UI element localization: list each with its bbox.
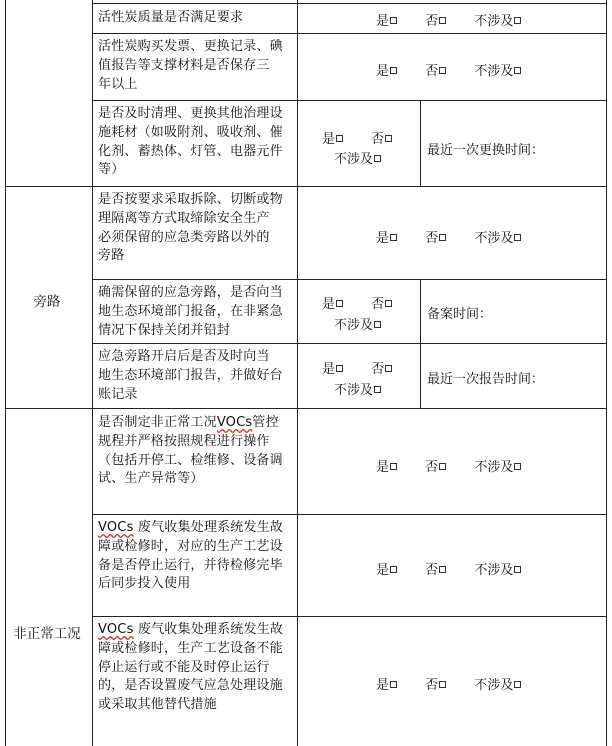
option-not-applicable[interactable] xyxy=(334,148,381,167)
option-yes-label: 是 xyxy=(376,563,390,578)
option-not-applicable[interactable] xyxy=(474,456,521,475)
last-report-time-label: 最近一次报告时间： xyxy=(427,372,545,387)
option-no[interactable] xyxy=(425,60,446,79)
checkbox-icon[interactable] xyxy=(336,135,343,142)
option-na-label: 不涉及 xyxy=(474,460,514,475)
last-replacement-time-label: 最近一次更换时间： xyxy=(427,143,545,158)
category-abnormal-conditions: 非正常工况 xyxy=(13,626,81,642)
check-item-text: 是否及时清理、更换其他治理设 施耗材（如吸附剂、吸收剂、催 化剂、蓄热体、灯管、电器元件 等） xyxy=(98,106,283,178)
checkbox-icon[interactable] xyxy=(390,17,397,24)
row-divider xyxy=(5,186,607,187)
checkbox-icon[interactable] xyxy=(514,681,521,688)
checkbox-icon[interactable] xyxy=(514,463,521,470)
category-bypass: 旁路 xyxy=(33,294,61,310)
option-yes[interactable] xyxy=(376,674,397,693)
checkbox-icon[interactable] xyxy=(385,135,392,142)
check-item-text xyxy=(98,621,295,715)
option-not-applicable[interactable] xyxy=(474,559,521,578)
table-border-top xyxy=(92,3,607,4)
option-no-label: 否 xyxy=(425,460,439,475)
option-no[interactable] xyxy=(425,559,446,578)
checkbox-icon[interactable] xyxy=(439,566,446,573)
option-yes[interactable] xyxy=(322,128,343,147)
table-border-right xyxy=(606,0,607,746)
checkbox-icon[interactable] xyxy=(514,67,521,74)
option-yes[interactable] xyxy=(376,456,397,475)
row-divider xyxy=(92,616,607,617)
option-no[interactable] xyxy=(371,358,392,377)
checkbox-icon[interactable] xyxy=(374,155,381,162)
option-yes-label: 是 xyxy=(376,460,390,475)
option-yes-label: 是 xyxy=(322,132,336,147)
check-options xyxy=(376,456,521,475)
option-yes[interactable] xyxy=(376,10,397,29)
check-item-text: 活性炭购买发票、更换记录、碘 值报告等支撑材料是否保存三 年以上 xyxy=(98,39,283,92)
checkbox-icon[interactable] xyxy=(374,386,381,393)
vocs-term: VOCs xyxy=(216,415,253,430)
checkbox-icon[interactable] xyxy=(514,566,521,573)
option-no-label: 否 xyxy=(371,297,385,312)
check-options xyxy=(334,148,381,167)
option-no-label: 否 xyxy=(425,64,439,79)
check-options xyxy=(376,10,521,29)
option-not-applicable[interactable] xyxy=(474,60,521,79)
check-item-text-suffix: 管控 规程并严格按照规程进行操作 （包括开停工、检维修、设备调 试、生产异常等） xyxy=(98,415,283,487)
checkbox-icon[interactable] xyxy=(439,67,446,74)
checkbox-icon[interactable] xyxy=(439,17,446,24)
option-yes-label: 是 xyxy=(376,64,390,79)
option-no[interactable] xyxy=(425,227,446,246)
checkbox-icon[interactable] xyxy=(374,321,381,328)
check-item-text-suffix: 废气收集处理系统发生故 障或检修时，对应的生产工艺设 备是否停止运行，并待检修完毕 后同步投入使用 xyxy=(98,520,284,592)
checkbox-icon[interactable] xyxy=(385,365,392,372)
check-options xyxy=(376,227,521,246)
row-divider xyxy=(92,514,607,515)
check-item-text: 是否按要求采取拆除、切断或物 理隔离等方式取缔除安全生产 必须保留的应急类旁路以外的 旁路 xyxy=(98,192,283,264)
option-yes-label: 是 xyxy=(376,14,390,29)
row-divider xyxy=(92,279,607,280)
vocs-term: VOCs xyxy=(98,520,134,535)
checkbox-icon[interactable] xyxy=(390,681,397,688)
check-item-text xyxy=(98,519,295,594)
option-not-applicable[interactable] xyxy=(474,227,521,246)
option-na-label: 不涉及 xyxy=(474,231,514,246)
row-divider xyxy=(92,100,607,101)
column-divider-item xyxy=(297,0,298,746)
checkbox-icon[interactable] xyxy=(390,67,397,74)
check-item-text xyxy=(98,414,295,489)
option-na-label: 不涉及 xyxy=(474,678,514,693)
option-na-label: 不涉及 xyxy=(474,14,514,29)
option-yes[interactable] xyxy=(376,60,397,79)
option-yes[interactable] xyxy=(376,227,397,246)
check-options xyxy=(376,559,521,578)
check-item-text: 活性炭质量是否满足要求 xyxy=(98,10,244,25)
vocs-term: VOCs xyxy=(98,622,134,637)
checkbox-icon[interactable] xyxy=(439,234,446,241)
column-divider-category xyxy=(92,0,93,746)
checkbox-icon[interactable] xyxy=(390,566,397,573)
option-no[interactable] xyxy=(425,456,446,475)
column-divider-extra xyxy=(420,100,421,186)
option-no-label: 否 xyxy=(425,231,439,246)
checkbox-icon[interactable] xyxy=(336,300,343,307)
option-no[interactable] xyxy=(371,293,392,312)
option-no-label: 否 xyxy=(425,14,439,29)
option-na-label: 不涉及 xyxy=(474,64,514,79)
filing-time-label: 备案时间： xyxy=(427,307,493,322)
option-no-label: 否 xyxy=(425,678,439,693)
checkbox-icon[interactable] xyxy=(390,234,397,241)
option-not-applicable[interactable] xyxy=(474,674,521,693)
option-not-applicable[interactable] xyxy=(474,10,521,29)
option-yes[interactable] xyxy=(376,559,397,578)
checkbox-icon[interactable] xyxy=(514,234,521,241)
check-options xyxy=(376,60,521,79)
option-na-label: 不涉及 xyxy=(334,152,374,167)
row-divider xyxy=(92,33,607,34)
option-no-label: 否 xyxy=(371,362,385,377)
option-no-label: 否 xyxy=(371,132,385,147)
check-item-text-prefix: 是否制定非正常工况 xyxy=(98,415,217,430)
check-options xyxy=(322,293,392,312)
option-na-label: 不涉及 xyxy=(474,563,514,578)
option-yes-label: 是 xyxy=(322,362,336,377)
check-item-text: 确需保留的应急旁路，是否向当 地生态环境部门报备，在非紧急 情况下保持关闭并铅封 xyxy=(98,285,283,338)
check-options xyxy=(334,314,381,333)
row-divider xyxy=(92,343,607,344)
check-item-text: 应急旁路开启后是否及时向当 地生态环境部门报告，并做好台 账记录 xyxy=(98,349,283,402)
option-na-label: 不涉及 xyxy=(334,318,374,333)
option-no[interactable] xyxy=(425,10,446,29)
option-na-label: 不涉及 xyxy=(334,383,374,398)
option-yes[interactable] xyxy=(322,358,343,377)
check-options xyxy=(322,358,392,377)
option-not-applicable[interactable] xyxy=(334,314,381,333)
checkbox-icon[interactable] xyxy=(439,681,446,688)
checkbox-icon[interactable] xyxy=(336,365,343,372)
option-yes[interactable] xyxy=(322,293,343,312)
checkbox-icon[interactable] xyxy=(385,300,392,307)
check-options xyxy=(376,674,521,693)
check-options xyxy=(334,379,381,398)
check-item-text-suffix: 废气收集处理系统发生故 障或检修时，生产工艺设备不能 停止运行或不能及时停止运行 的，是否设置废气应急处理设施 或采取其他替代措施 xyxy=(98,622,284,713)
option-yes-label: 是 xyxy=(376,678,390,693)
option-not-applicable[interactable] xyxy=(334,379,381,398)
option-no[interactable] xyxy=(425,674,446,693)
check-options xyxy=(322,128,392,147)
checkbox-icon[interactable] xyxy=(390,463,397,470)
checkbox-icon[interactable] xyxy=(514,17,521,24)
row-divider xyxy=(5,408,607,409)
option-yes-label: 是 xyxy=(322,297,336,312)
option-yes-label: 是 xyxy=(376,231,390,246)
option-no[interactable] xyxy=(371,128,392,147)
option-no-label: 否 xyxy=(425,563,439,578)
checkbox-icon[interactable] xyxy=(439,463,446,470)
